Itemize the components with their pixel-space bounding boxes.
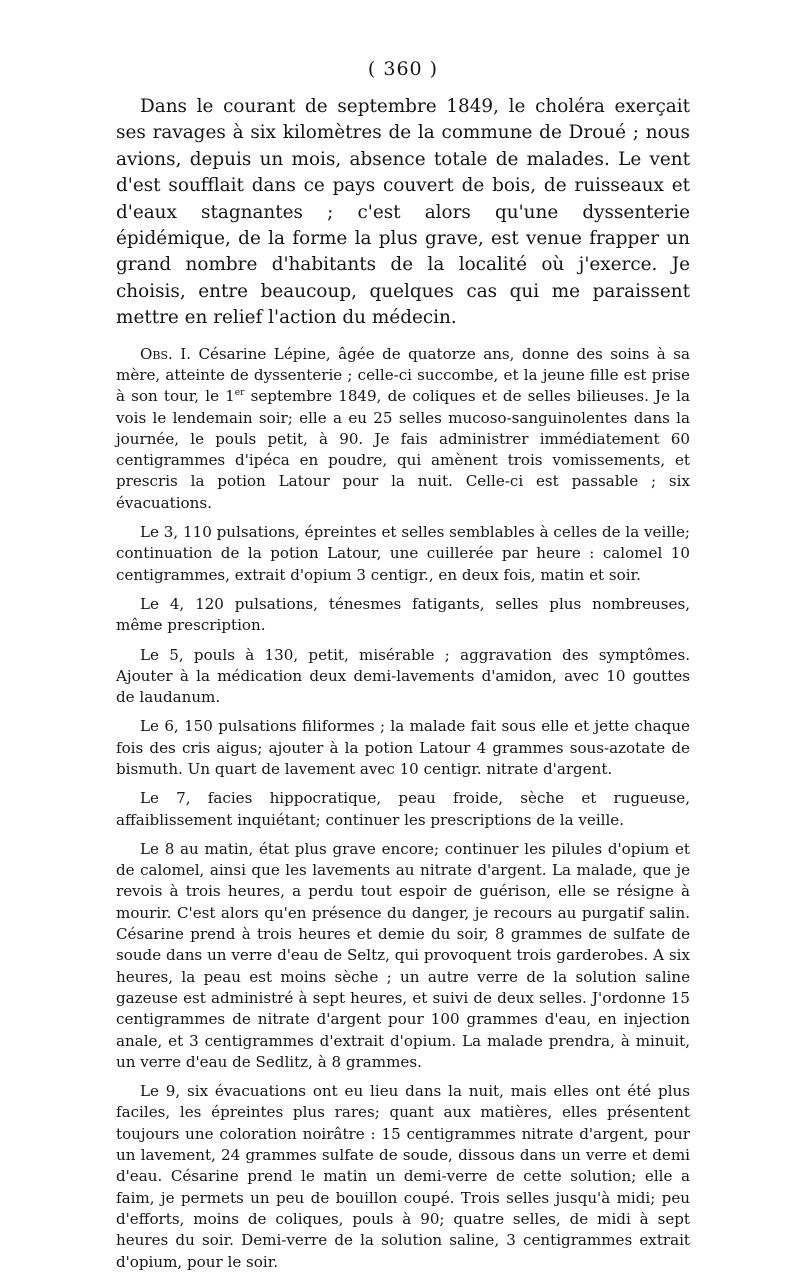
paragraph-day-8: Le 8 au matin, état plus grave encore; continuer les pilules d'opium et de calomel, ainsi que les lavements au nitrate d'argent. La malade, que je revois à trois heures, a perdu tout espoir de guérison, elle se résigne à mourir. C'est alors qu'en présence du danger, je recours au purgatif salin. Césarine prend à trois heures et demie du soir, 8 grammes de sulfate de soude dans un verre d'eau de Seltz, qui provoquent trois garderobes. A six heures, la peau est moins sèche ; un autre verre de la solution saline gazeuse est administré à sept heures, et suivi de deux selles. J'ordonne 15 centigrammes de nitrate d'argent pour 100 grammes d'eau, en injection anale, et 3 centigrammes d'extrait d'opium. La malade prendra, à minuit, un verre d'eau de Sedlitz, à 8 grammes. xyxy=(116,839,690,1071)
paragraph-day-4: Le 4, 120 pulsations, ténesmes fatigants, selles plus nombreuses, même prescription. xyxy=(116,594,690,635)
paragraph-day-6: Le 6, 150 pulsations filiformes ; la malade fait sous elle et jette chaque fois des cris aigus; ajouter à la potion Latour 4 grammes sous-azotate de bismuth. Un quart de lavement avec 10 centigr. nitrate d'argent. xyxy=(116,717,690,778)
intro-paragraph: Dans le courant de septembre 1849, le choléra exerçait ses ravages à six kilomètres de la commune de Droué ; nous avions, depuis un mois, absence totale de malades. Le vent d'est soufflait dans ce pays couvert de bois, de ruisseaux et d'eaux stagnantes ; c'est alors qu'une dyssenterie épidémique, de la forme la plus grave, est venue frapper un grand nombre d'habitants de la localité où j'exerce. Je choisis, entre beaucoup, quelques cas qui me paraissent mettre en relief l'action du médecin. xyxy=(116,96,690,329)
observation-label: Obs. I. xyxy=(140,344,191,363)
paragraph-day-9: Le 9, six évacuations ont eu lieu dans la nuit, mais elles ont été plus faciles, les épreintes plus rares; quant aux matières, elles présentent toujours une coloration noirâtre : 15 centigrammes nitrate d'argent, pour un lavement, 24 grammes sulfate de soude, dissous dans un verre et demi d'eau. Césarine prend le matin un demi-verre de cette solution; elle a faim, je permets un peu de bouillon coupé. Trois selles jusqu'à midi; peu d'efforts, moins de coliques, pouls à 90; quatre selles, de midi à sept heures du soir. Demi-verre de la solution saline, 3 centigrammes extrait d'opium, pour le soir. xyxy=(116,1082,690,1271)
observation-paragraph xyxy=(116,344,690,514)
ordinal-superscript: er xyxy=(234,388,245,399)
observation-text-end: septembre 1849, de coliques et de selles bilieuses. Je la vois le lendemain soir; elle a eu 25 selles mucoso-sanguinolentes dans la journée, le pouls petit, à 90. Je fais administrer immédiatement 60 centigrammes d'ipéca en poudre, qui amènent trois vomissements, et prescris la potion Latour pour la nuit. Celle-ci est passable ; six évacuations. xyxy=(116,387,690,512)
page-number: ( 360 ) xyxy=(367,58,439,80)
paragraph-day-5: Le 5, pouls à 130, petit, misérable ; aggravation des symptômes. Ajouter à la médication deux demi-lavements d'amidon, avec 10 gouttes de laudanum. xyxy=(116,645,690,707)
paragraph-day-3: Le 3, 110 pulsations, épreintes et selles semblables à celles de la veille; continuation de la potion Latour, une cuillerée par heure : calomel 10 centigrammes, extrait d'opium 3 centigr., en deux fois, matin et soir. xyxy=(116,523,690,584)
paragraph-day-7: Le 7, facies hippocratique, peau froide, sèche et rugueuse, affaiblissement inquiétant; continuer les prescriptions de la veille. xyxy=(116,789,690,829)
observation-text-start: Césarine Lépine, âgée de quatorze ans, donne des soins à sa mère, atteinte de dyssenterie ; celle-ci succombe, et la jeune fille est prise à son tour, le 1 xyxy=(116,344,690,406)
